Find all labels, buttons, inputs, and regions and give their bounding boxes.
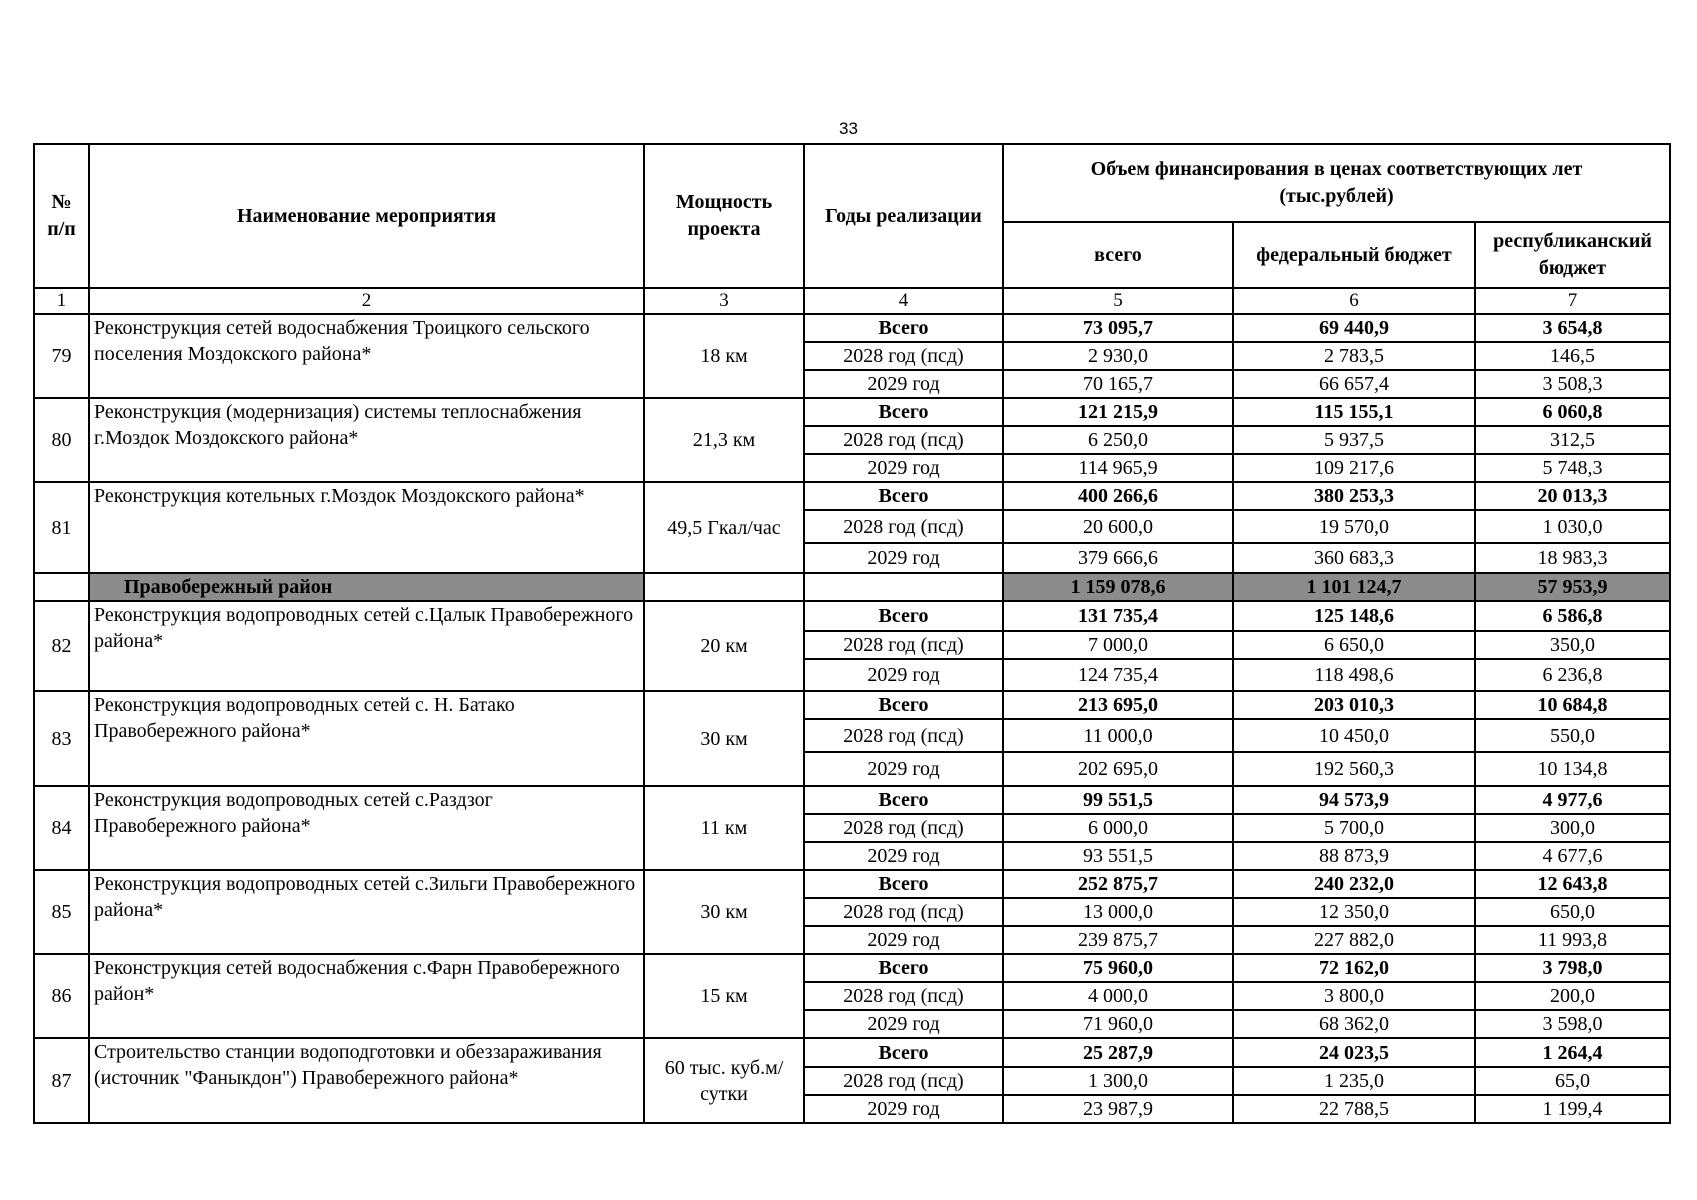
project-total: 7 000,0 xyxy=(1003,631,1233,659)
project-federal: 2 783,5 xyxy=(1233,342,1475,370)
project-federal: 227 882,0 xyxy=(1233,926,1475,954)
project-republic: 1 199,4 xyxy=(1475,1095,1670,1123)
project-number: 80 xyxy=(34,398,89,482)
project-year: Всего xyxy=(804,954,1003,982)
column-number: 2 xyxy=(89,288,644,314)
project-power: 20 км xyxy=(644,601,804,691)
project-total: 124 735,4 xyxy=(1003,659,1233,691)
project-year: 2029 год xyxy=(804,370,1003,398)
project-republic: 550,0 xyxy=(1475,719,1670,752)
project-row xyxy=(34,1038,1670,1067)
region-years-cell xyxy=(804,573,1003,601)
project-year: 2028 год (псд) xyxy=(804,719,1003,752)
project-federal: 125 148,6 xyxy=(1233,601,1475,631)
project-row xyxy=(34,601,1670,631)
project-republic: 200,0 xyxy=(1475,982,1670,1010)
project-power: 21,3 км xyxy=(644,398,804,482)
project-name: Реконструкция водопроводных сетей с.Цалык Правобережного района* xyxy=(89,601,644,691)
project-name: Строительство станции водоподготовки и обеззараживания (источник "Фаныкдон") Правобережного района* xyxy=(89,1038,644,1123)
project-total: 1 300,0 xyxy=(1003,1067,1233,1095)
project-federal: 240 232,0 xyxy=(1233,870,1475,898)
project-federal: 1 235,0 xyxy=(1233,1067,1475,1095)
project-name: Реконструкция водопроводных сетей с.Зильги Правобережного района* xyxy=(89,870,644,954)
project-year: 2029 год xyxy=(804,659,1003,691)
project-year: 2029 год xyxy=(804,842,1003,870)
project-name: Реконструкция котельных г.Моздок Моздокского района* xyxy=(89,482,644,573)
project-year: Всего xyxy=(804,870,1003,898)
project-year: 2028 год (псд) xyxy=(804,814,1003,842)
project-number: 83 xyxy=(34,691,89,786)
project-republic: 18 983,3 xyxy=(1475,543,1670,573)
project-total: 93 551,5 xyxy=(1003,842,1233,870)
project-name: Реконструкция сетей водоснабжения с.Фарн Правобережного район* xyxy=(89,954,644,1038)
financing-table xyxy=(33,143,1671,1124)
project-total: 75 960,0 xyxy=(1003,954,1233,982)
project-republic: 3 654,8 xyxy=(1475,314,1670,342)
project-year: 2028 год (псд) xyxy=(804,510,1003,543)
project-republic: 1 030,0 xyxy=(1475,510,1670,543)
page-number: 33 xyxy=(839,119,858,138)
project-federal: 66 657,4 xyxy=(1233,370,1475,398)
project-row xyxy=(34,691,1670,719)
column-number: 3 xyxy=(644,288,804,314)
project-power: 30 км xyxy=(644,870,804,954)
project-total: 25 287,9 xyxy=(1003,1038,1233,1067)
project-total: 213 695,0 xyxy=(1003,691,1233,719)
header-name: Наименование мероприятия xyxy=(89,144,644,288)
project-federal: 24 023,5 xyxy=(1233,1038,1475,1067)
project-number: 86 xyxy=(34,954,89,1038)
project-republic: 12 643,8 xyxy=(1475,870,1670,898)
project-row xyxy=(34,398,1670,426)
project-total: 11 000,0 xyxy=(1003,719,1233,752)
project-republic: 20 013,3 xyxy=(1475,482,1670,510)
project-total: 114 965,9 xyxy=(1003,454,1233,482)
project-year: Всего xyxy=(804,314,1003,342)
project-republic: 10 684,8 xyxy=(1475,691,1670,719)
project-republic: 1 264,4 xyxy=(1475,1038,1670,1067)
project-republic: 650,0 xyxy=(1475,898,1670,926)
project-federal: 5 937,5 xyxy=(1233,426,1475,454)
project-name: Реконструкция водопроводных сетей с.Раздзог Правобережного района* xyxy=(89,786,644,870)
header-finance: Объем финансирования в ценах соответствующих лет (тыс.рублей) xyxy=(1003,144,1670,222)
project-year: Всего xyxy=(804,601,1003,631)
project-total: 73 095,7 xyxy=(1003,314,1233,342)
region-power-cell xyxy=(644,573,804,601)
project-federal: 6 650,0 xyxy=(1233,631,1475,659)
project-year: 2029 год xyxy=(804,1095,1003,1123)
project-number: 85 xyxy=(34,870,89,954)
project-year: Всего xyxy=(804,482,1003,510)
project-federal: 109 217,6 xyxy=(1233,454,1475,482)
project-republic: 3 508,3 xyxy=(1475,370,1670,398)
project-federal: 19 570,0 xyxy=(1233,510,1475,543)
project-row xyxy=(34,954,1670,982)
project-total: 6 000,0 xyxy=(1003,814,1233,842)
project-republic: 65,0 xyxy=(1475,1067,1670,1095)
project-total: 4 000,0 xyxy=(1003,982,1233,1010)
project-federal: 118 498,6 xyxy=(1233,659,1475,691)
project-total: 23 987,9 xyxy=(1003,1095,1233,1123)
project-power: 15 км xyxy=(644,954,804,1038)
region-total: 1 159 078,6 xyxy=(1003,573,1233,601)
project-total: 121 215,9 xyxy=(1003,398,1233,426)
project-year: 2028 год (псд) xyxy=(804,631,1003,659)
project-republic: 4 677,6 xyxy=(1475,842,1670,870)
project-year: 2029 год xyxy=(804,454,1003,482)
project-republic: 3 598,0 xyxy=(1475,1010,1670,1038)
header-federal: федеральный бюджет xyxy=(1233,222,1475,288)
project-year: 2028 год (псд) xyxy=(804,342,1003,370)
project-republic: 11 993,8 xyxy=(1475,926,1670,954)
project-total: 13 000,0 xyxy=(1003,898,1233,926)
project-name: Реконструкция (модернизация) системы теплоснабжения г.Моздок Моздокского района* xyxy=(89,398,644,482)
project-federal: 88 873,9 xyxy=(1233,842,1475,870)
project-year: 2028 год (псд) xyxy=(804,898,1003,926)
project-year: 2029 год xyxy=(804,543,1003,573)
project-power: 60 тыс. куб.м/сутки xyxy=(644,1038,804,1123)
project-power: 11 км xyxy=(644,786,804,870)
project-total: 400 266,6 xyxy=(1003,482,1233,510)
project-year: Всего xyxy=(804,398,1003,426)
project-total: 71 960,0 xyxy=(1003,1010,1233,1038)
project-federal: 203 010,3 xyxy=(1233,691,1475,719)
project-total: 2 930,0 xyxy=(1003,342,1233,370)
region-num-cell xyxy=(34,573,89,601)
project-republic: 4 977,6 xyxy=(1475,786,1670,814)
header-years: Годы реализации xyxy=(804,144,1003,288)
project-total: 379 666,6 xyxy=(1003,543,1233,573)
project-federal: 115 155,1 xyxy=(1233,398,1475,426)
project-federal: 192 560,3 xyxy=(1233,752,1475,786)
project-federal: 380 253,3 xyxy=(1233,482,1475,510)
project-federal: 69 440,9 xyxy=(1233,314,1475,342)
project-total: 202 695,0 xyxy=(1003,752,1233,786)
project-year: Всего xyxy=(804,786,1003,814)
project-federal: 22 788,5 xyxy=(1233,1095,1475,1123)
header-num: № п/п xyxy=(34,144,89,288)
project-federal: 360 683,3 xyxy=(1233,543,1475,573)
project-total: 6 250,0 xyxy=(1003,426,1233,454)
column-number: 5 xyxy=(1003,288,1233,314)
project-row xyxy=(34,314,1670,342)
project-year: Всего xyxy=(804,1038,1003,1067)
project-power: 30 км xyxy=(644,691,804,786)
column-number-row xyxy=(34,288,1670,314)
project-total: 20 600,0 xyxy=(1003,510,1233,543)
project-federal: 94 573,9 xyxy=(1233,786,1475,814)
region-republic: 57 953,9 xyxy=(1475,573,1670,601)
project-republic: 350,0 xyxy=(1475,631,1670,659)
project-year: 2028 год (псд) xyxy=(804,982,1003,1010)
project-total: 70 165,7 xyxy=(1003,370,1233,398)
column-number: 4 xyxy=(804,288,1003,314)
project-total: 131 735,4 xyxy=(1003,601,1233,631)
project-year: 2029 год xyxy=(804,752,1003,786)
project-republic: 5 748,3 xyxy=(1475,454,1670,482)
project-year: 2029 год xyxy=(804,1010,1003,1038)
project-republic: 146,5 xyxy=(1475,342,1670,370)
project-total: 239 875,7 xyxy=(1003,926,1233,954)
project-federal: 10 450,0 xyxy=(1233,719,1475,752)
project-number: 84 xyxy=(34,786,89,870)
project-year: Всего xyxy=(804,691,1003,719)
project-republic: 6 586,8 xyxy=(1475,601,1670,631)
project-power: 49,5 Гкал/час xyxy=(644,482,804,573)
project-year: 2028 год (псд) xyxy=(804,426,1003,454)
project-name: Реконструкция водопроводных сетей с. Н. Батако Правобережного района* xyxy=(89,691,644,786)
header-power: Мощность проекта xyxy=(644,144,804,288)
project-republic: 10 134,8 xyxy=(1475,752,1670,786)
project-row xyxy=(34,870,1670,898)
project-federal: 5 700,0 xyxy=(1233,814,1475,842)
header-total: всего xyxy=(1003,222,1233,288)
project-row xyxy=(34,786,1670,814)
header-republic: республиканский бюджет xyxy=(1475,222,1670,288)
column-number: 7 xyxy=(1475,288,1670,314)
region-row xyxy=(34,573,1670,601)
project-name: Реконструкция сетей водоснабжения Троицкого сельского поселения Моздокского района* xyxy=(89,314,644,398)
project-federal: 72 162,0 xyxy=(1233,954,1475,982)
project-republic: 3 798,0 xyxy=(1475,954,1670,982)
column-number: 6 xyxy=(1233,288,1475,314)
project-republic: 300,0 xyxy=(1475,814,1670,842)
project-federal: 12 350,0 xyxy=(1233,898,1475,926)
region-federal: 1 101 124,7 xyxy=(1233,573,1475,601)
project-republic: 6 236,8 xyxy=(1475,659,1670,691)
project-row xyxy=(34,482,1670,510)
project-number: 81 xyxy=(34,482,89,573)
project-federal: 3 800,0 xyxy=(1233,982,1475,1010)
project-republic: 312,5 xyxy=(1475,426,1670,454)
project-number: 79 xyxy=(34,314,89,398)
region-name: Правобережный район xyxy=(89,573,644,601)
project-total: 252 875,7 xyxy=(1003,870,1233,898)
project-number: 82 xyxy=(34,601,89,691)
project-power: 18 км xyxy=(644,314,804,398)
project-year: 2028 год (псд) xyxy=(804,1067,1003,1095)
project-federal: 68 362,0 xyxy=(1233,1010,1475,1038)
column-number: 1 xyxy=(34,288,89,314)
project-republic: 6 060,8 xyxy=(1475,398,1670,426)
project-number: 87 xyxy=(34,1038,89,1123)
project-total: 99 551,5 xyxy=(1003,786,1233,814)
project-year: 2029 год xyxy=(804,926,1003,954)
